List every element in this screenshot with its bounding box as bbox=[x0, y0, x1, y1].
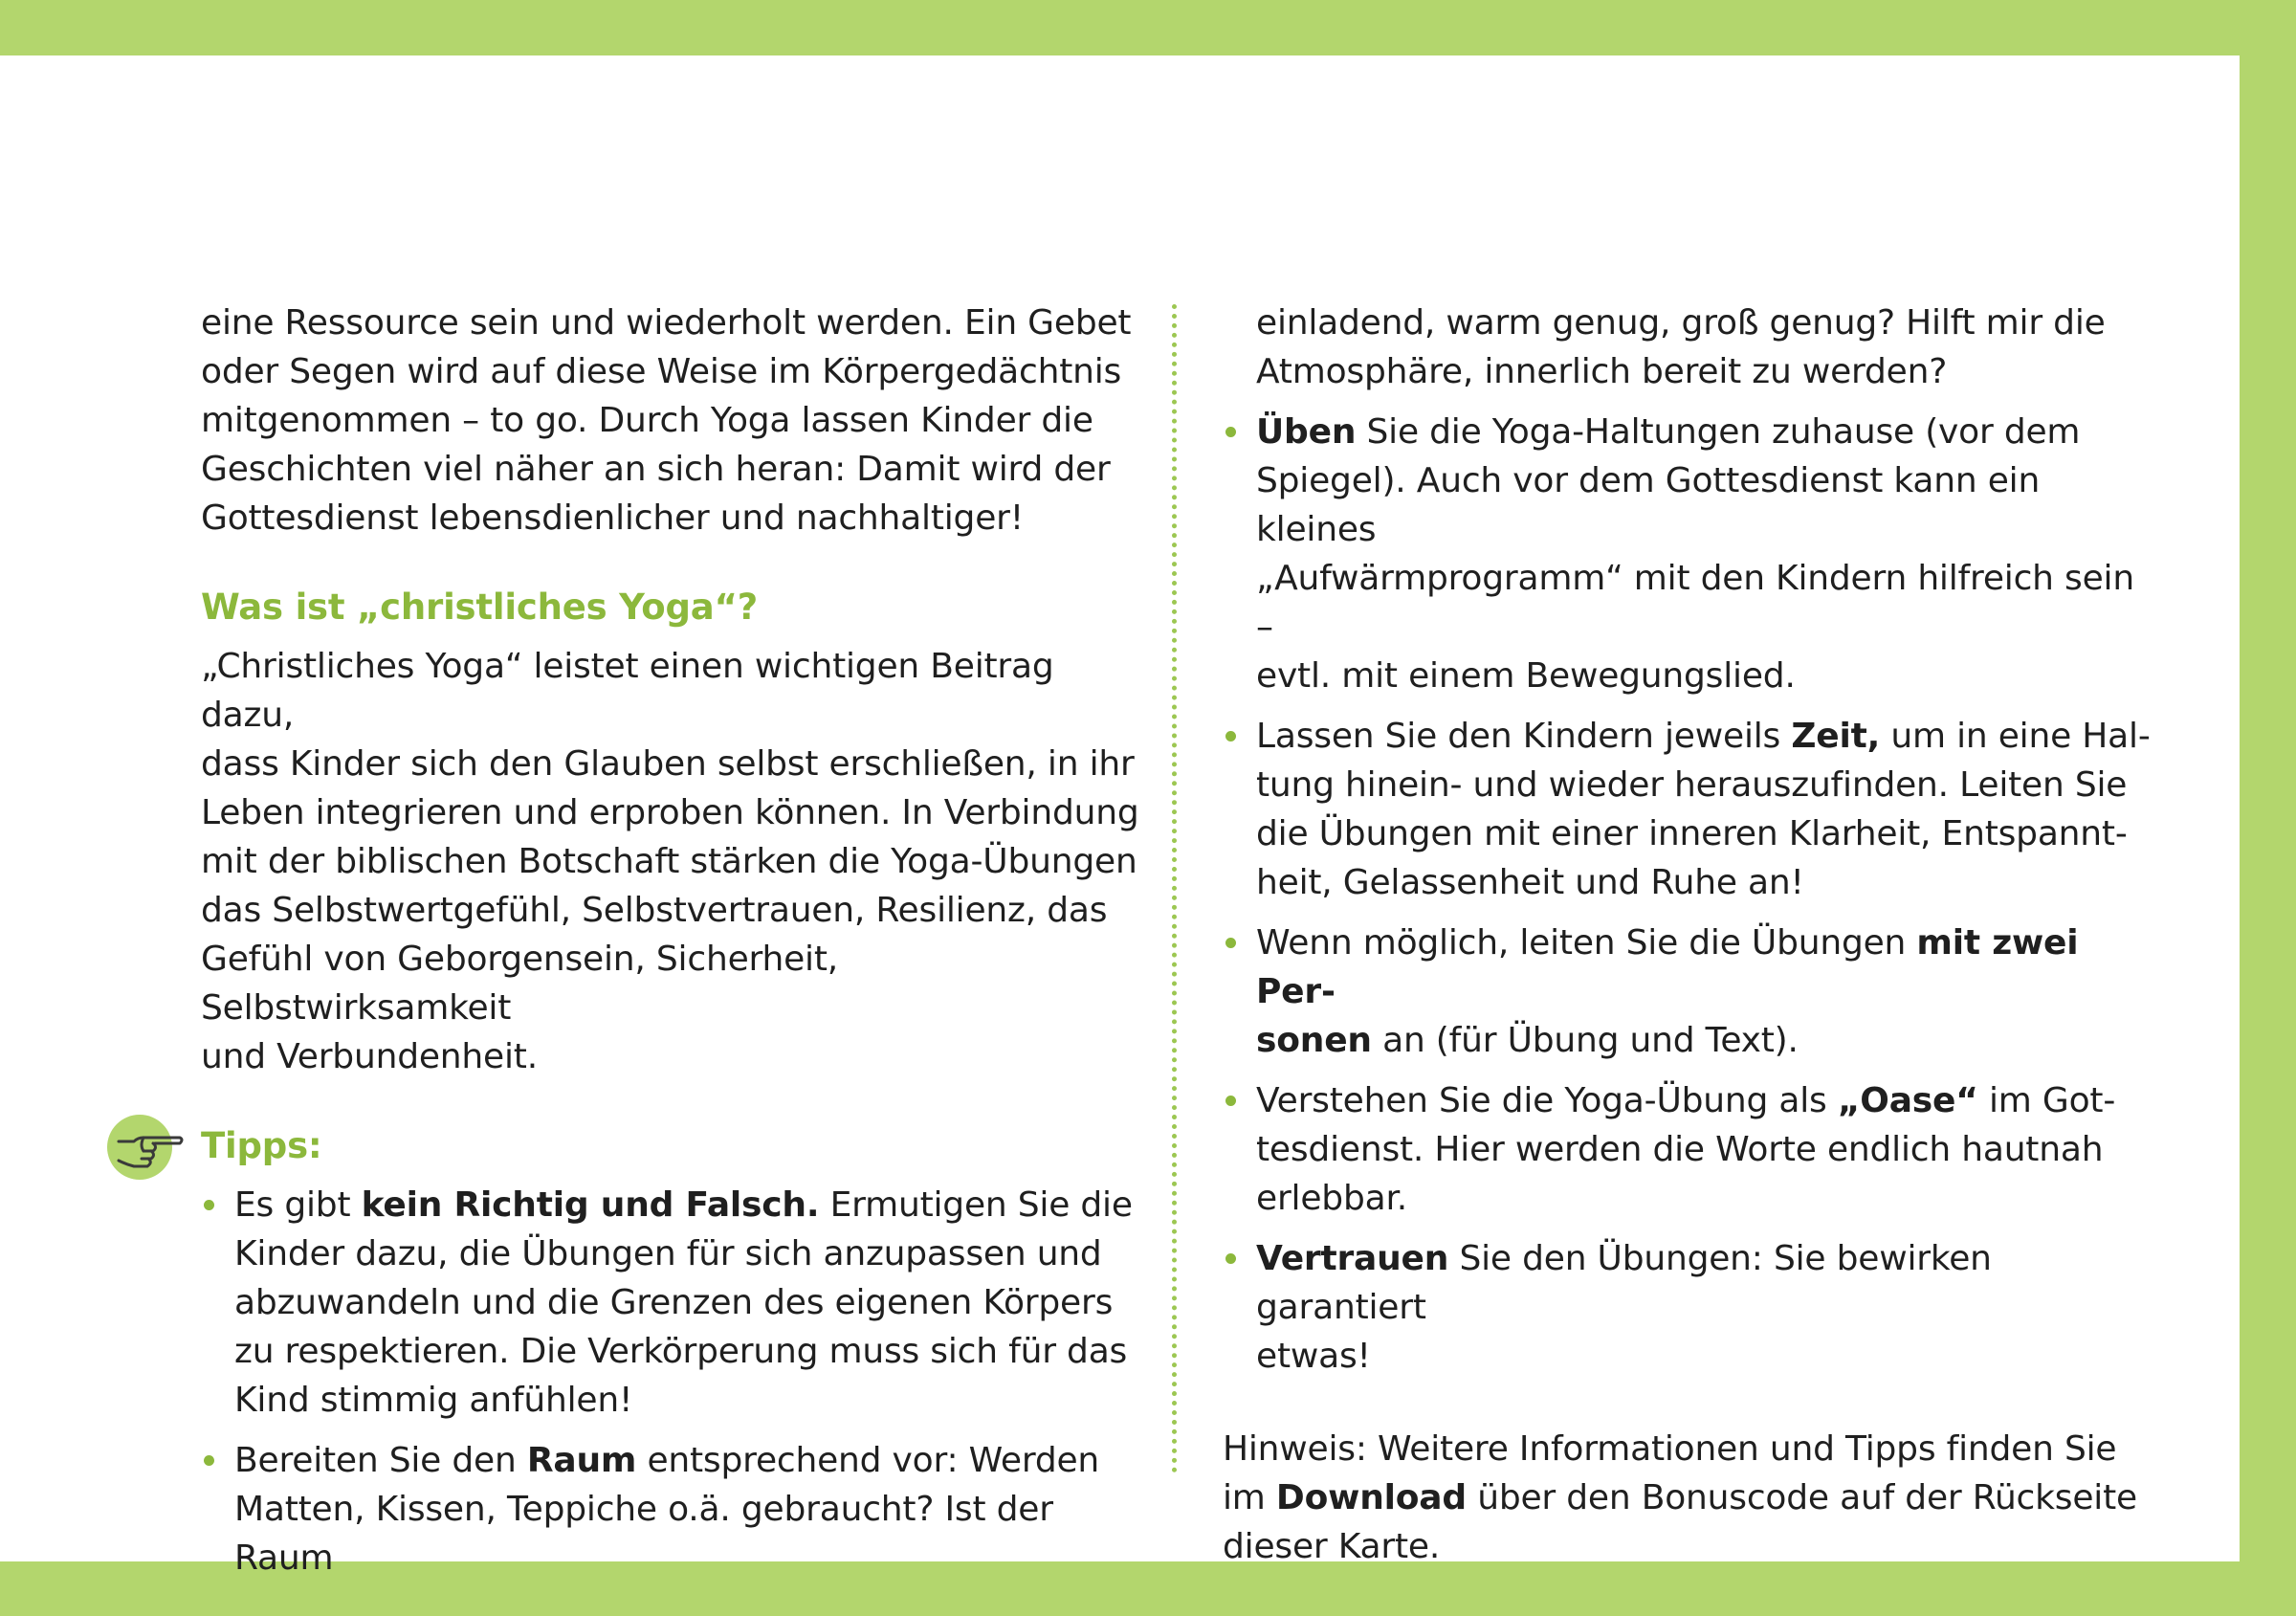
text-line: „Aufwärmprogramm“ mit den Kindern hilfreich sein – bbox=[1256, 559, 2134, 647]
text-line: Gefühl von Geborgensein, Sicherheit, Selbstwirksamkeit bbox=[201, 940, 839, 1028]
text-line: mitgenommen – to go. Durch Yoga lassen Kinder die bbox=[201, 401, 1093, 440]
list-item: Verstehen Sie die Yoga-Übung als „Oase“ im Got- tesdienst. Hier werden die Worte endlich hautnah erlebbar. bbox=[1223, 1076, 2155, 1223]
heading-christliches-yoga: Was ist „christliches Yoga“? bbox=[201, 587, 758, 628]
emphasis: Raum bbox=[526, 1441, 637, 1480]
list-item-continuation bbox=[1223, 299, 2155, 396]
text-line: mit der biblischen Botschaft stärken die Yoga-Übungen bbox=[201, 842, 1137, 881]
list-item: Wenn möglich, leiten Sie die Übungen mit zwei Per- sonen an (für Übung und Text). bbox=[1223, 919, 2155, 1065]
text-line: Hinweis: Weitere Informationen und Tipps finden Sie bbox=[1223, 1429, 2117, 1469]
list-item: Lassen Sie den Kindern jeweils Zeit, um in eine Hal- tung hinein- und wieder herauszufinden. Leiten Sie die Übungen mit einer inneren Klarheit, Entspannt- heit, Gelassenheit und Ruhe an! bbox=[1223, 712, 2155, 907]
text-line: tesdienst. Hier werden die Worte endlich hautnah bbox=[1256, 1130, 2104, 1169]
text-line: eine Ressource sein und wiederholt werden. Ein Gebet bbox=[201, 303, 1132, 343]
intro-paragraph bbox=[201, 299, 1148, 542]
emphasis: mit zwei Per- bbox=[1256, 923, 2079, 1011]
text-line: etwas! bbox=[1256, 1337, 1371, 1376]
emphasis-download: Download bbox=[1275, 1478, 1467, 1517]
text-line: dass Kinder sich den Glauben selbst erschließen, in ihr bbox=[201, 744, 1135, 784]
text-line: abzuwandeln und die Grenzen des eigenen Körpers bbox=[234, 1283, 1114, 1322]
emphasis: Üben bbox=[1256, 412, 1357, 452]
text-line: „Christliches Yoga“ leistet einen wichtigen Beitrag dazu, bbox=[201, 647, 1054, 735]
text-line: und Verbundenheit. bbox=[201, 1037, 538, 1076]
list-item: Vertrauen Sie den Übungen: Sie bewirken garantiert etwas! bbox=[1223, 1234, 2155, 1381]
heading-tipps-label: Tipps: bbox=[201, 1125, 322, 1166]
text-line: erlebbar. bbox=[1256, 1179, 1408, 1218]
list-item: Üben Sie die Yoga-Haltungen zuhause (vor dem Spiegel). Auch vor dem Gottesdienst kann ein kleines „Aufwärmprogramm“ mit den Kindern hilfreich sein – evtl. mit einem Bewegungslied. bbox=[1223, 408, 2155, 700]
hint-paragraph: Hinweis: Weitere Informationen und Tipps finden Sie im Download über den Bonuscode auf der Rückseite dieser Karte. bbox=[1223, 1429, 2137, 1566]
column-divider bbox=[1172, 304, 1177, 1473]
emphasis: Zeit, bbox=[1791, 717, 1881, 756]
text-line: evtl. mit einem Bewegungslied. bbox=[1256, 656, 1796, 696]
tips-list bbox=[201, 1181, 1148, 1583]
text-line: Spiegel). Auch vor dem Gottesdienst kann ein kleines bbox=[1256, 461, 2041, 549]
text-line: die Übungen mit einer inneren Klarheit, Entspannt- bbox=[1256, 814, 2128, 853]
left-column bbox=[201, 299, 1148, 1594]
text-line: Gottesdienst lebensdienlicher und nachhaltiger! bbox=[201, 498, 1024, 538]
text-line: Kind stimmig anfühlen! bbox=[234, 1381, 633, 1420]
list-item: Es gibt kein Richtig und Falsch. Ermutigen Sie die Kinder dazu, die Übungen für sich anzupassen und abzuwandeln und die Grenzen des eigenen Körpers zu respektieren. Die Verkörperung muss sich für das Kind stimmig anfühlen! bbox=[201, 1181, 1148, 1425]
list-item: Bereiten Sie den Raum entsprechend vor: Werden Matten, Kissen, Teppiche o.ä. gebraucht? Ist der Raum bbox=[201, 1436, 1148, 1583]
text-line: zu respektieren. Die Verkörperung muss sich für das bbox=[234, 1332, 1128, 1371]
emphasis: Vertrauen bbox=[1256, 1239, 1449, 1278]
text-line: Leben integrieren und erproben können. In Verbindung bbox=[201, 793, 1139, 832]
heading-tipps bbox=[201, 1121, 1148, 1170]
tips-list bbox=[1223, 408, 2155, 1381]
emphasis: „Oase“ bbox=[1837, 1081, 1978, 1120]
text-line: Matten, Kissen, Teppiche o.ä. gebraucht? Ist der Raum bbox=[234, 1490, 1053, 1578]
text-line: tung hinein- und wieder herauszufinden. Leiten Sie bbox=[1256, 765, 2128, 805]
text-line: dieser Karte. bbox=[1223, 1527, 1441, 1566]
text-line: oder Segen wird auf diese Weise im Körpergedächtnis bbox=[201, 352, 1122, 391]
text-line: heit, Gelassenheit und Ruhe an! bbox=[1256, 863, 1804, 902]
text-line: Atmosphäre, innerlich bereit zu werden? bbox=[1256, 352, 1948, 391]
text-line: Geschichten viel näher an sich heran: Damit wird der bbox=[201, 450, 1111, 489]
text-line: Kinder dazu, die Übungen für sich anzupassen und bbox=[234, 1234, 1102, 1273]
pointing-hand-icon bbox=[105, 1113, 186, 1182]
emphasis: sonen bbox=[1256, 1021, 1372, 1060]
text-line: das Selbstwertgefühl, Selbstvertrauen, Resilienz, das bbox=[201, 891, 1108, 930]
emphasis: kein Richtig und Falsch. bbox=[361, 1185, 820, 1225]
yoga-paragraph bbox=[201, 642, 1148, 1081]
right-column bbox=[1223, 299, 2155, 1571]
text-line: einladend, warm genug, groß genug? Hilft mir die bbox=[1256, 303, 2106, 343]
